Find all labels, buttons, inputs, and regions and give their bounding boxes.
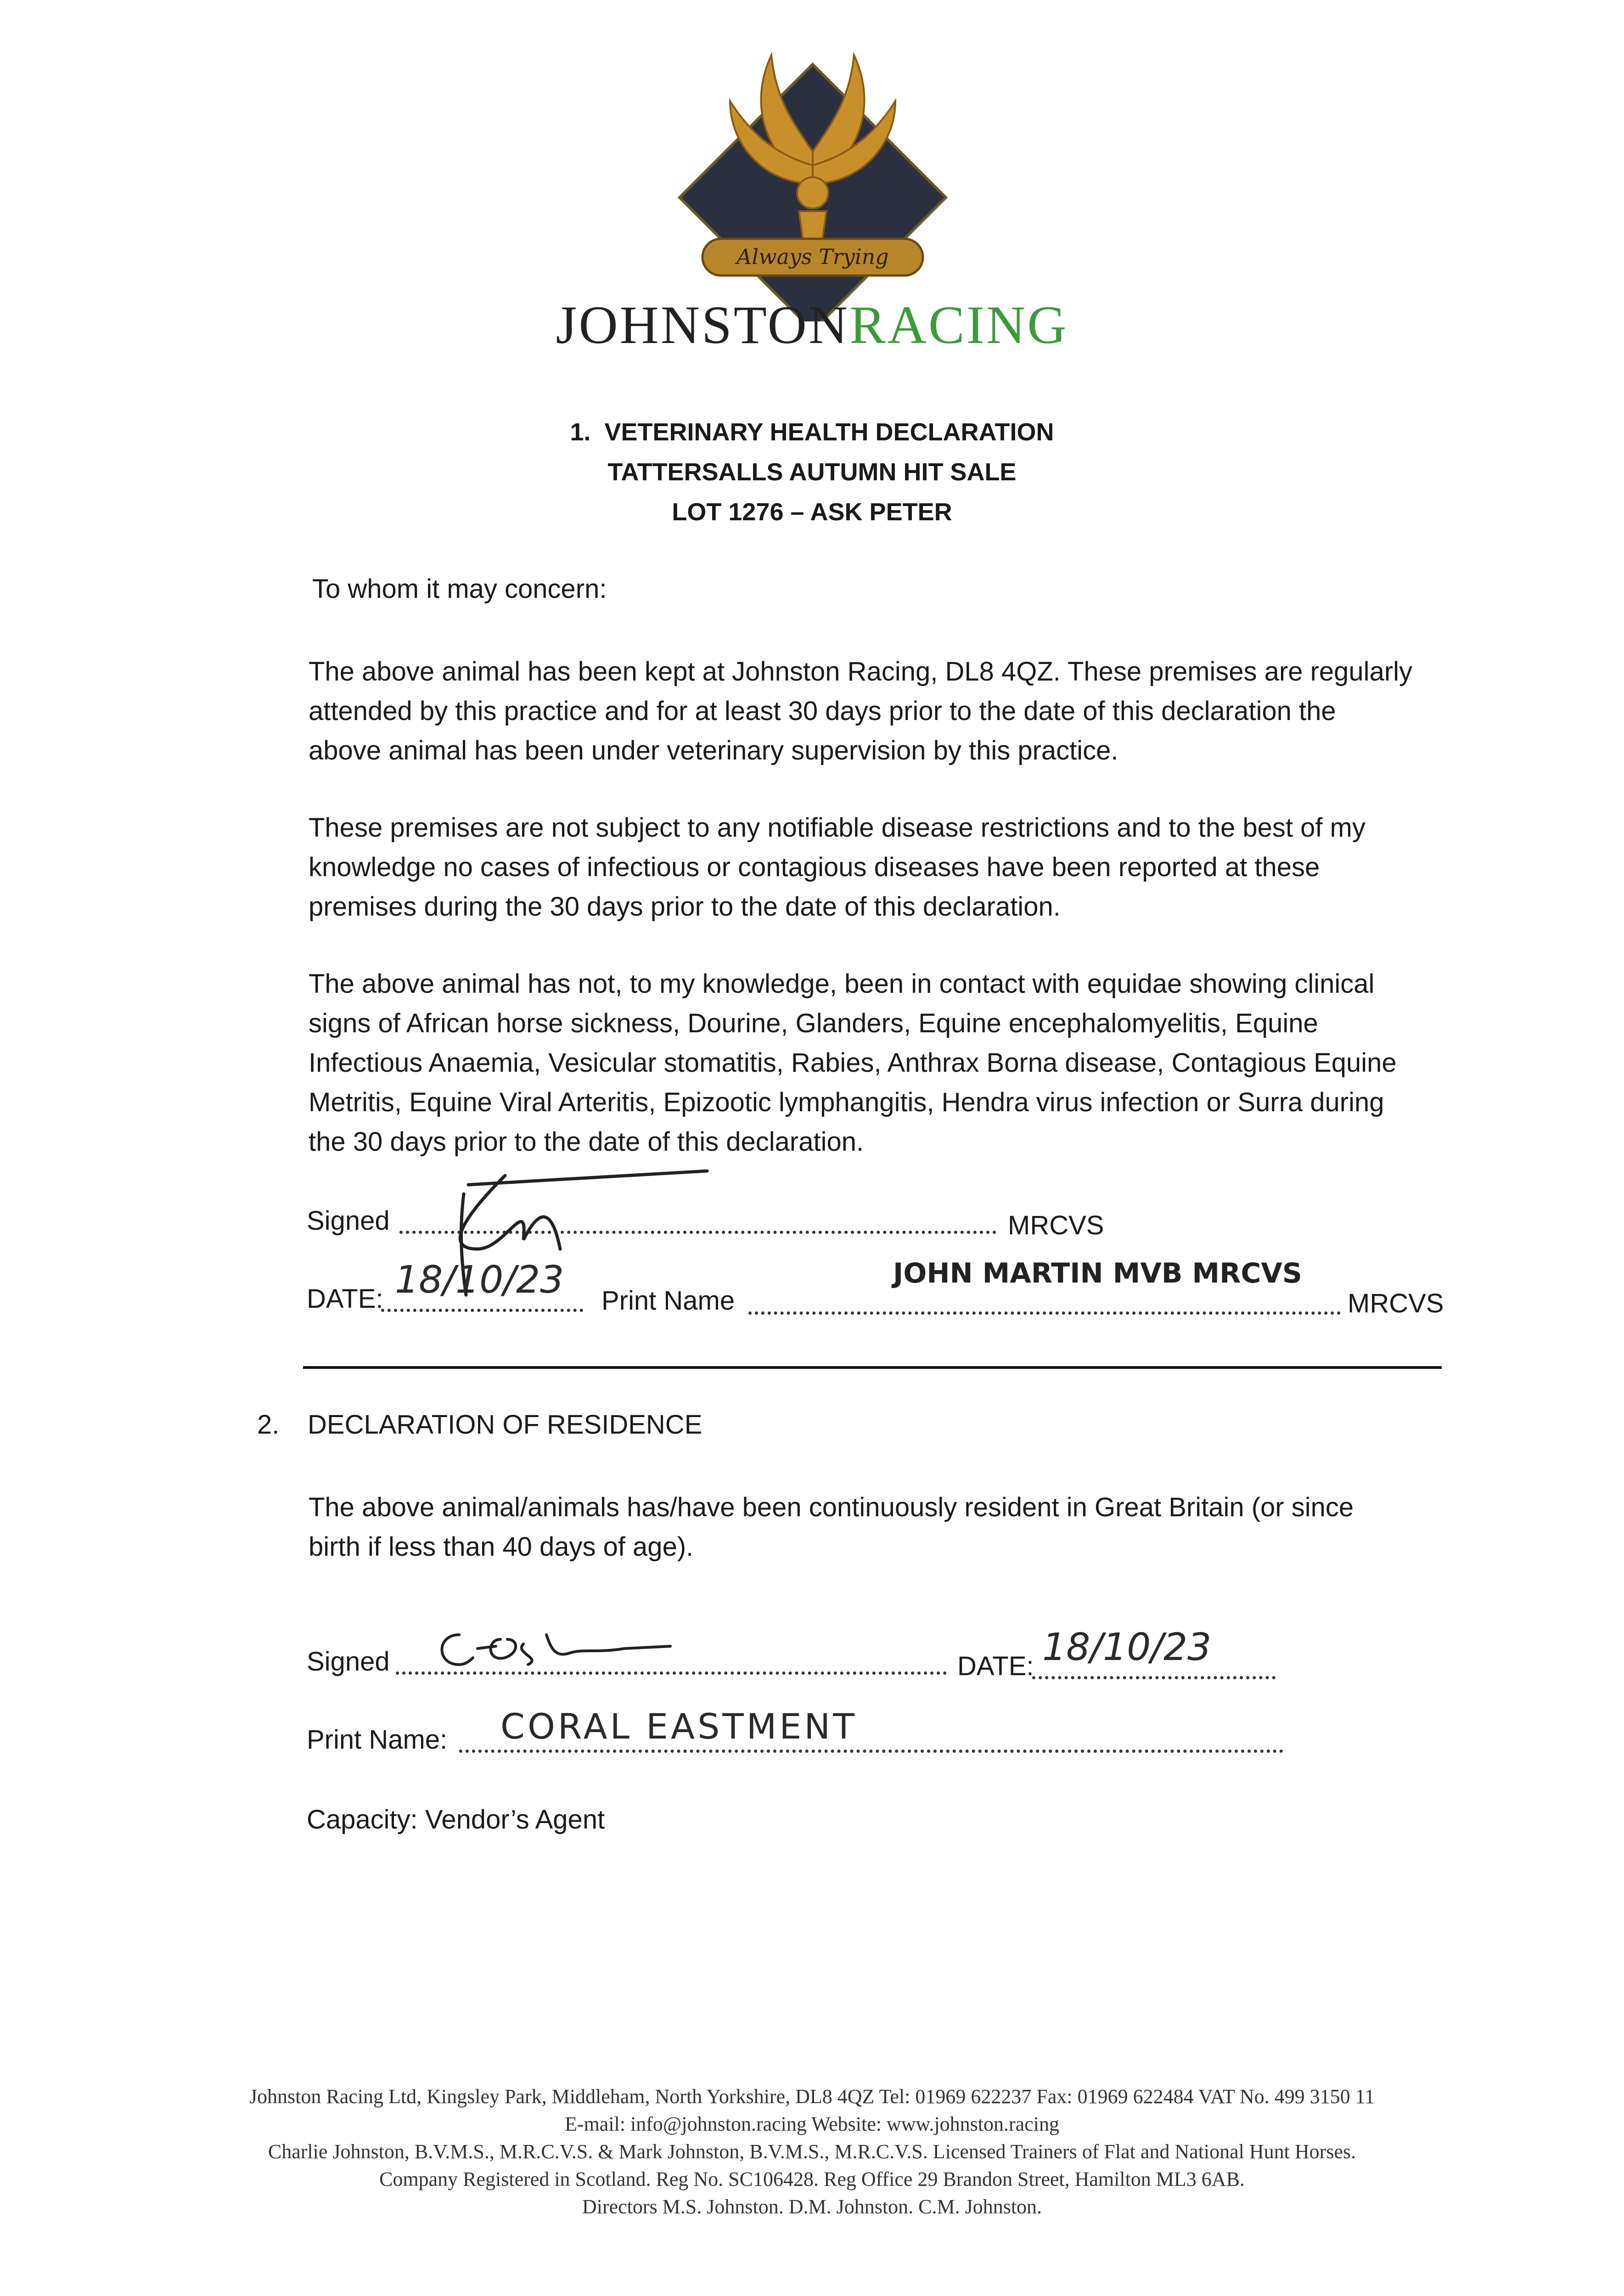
paragraph-line: The above animal/animals has/have been continuously resident in Great Britain (or since — [309, 1492, 1354, 1522]
paragraph-line: Infectious Anaemia, Vesicular stomatitis, Rabies, Anthrax Borna disease, Contagious Equine — [309, 1048, 1397, 1078]
agent-signed-label: Signed — [307, 1647, 390, 1677]
section-divider — [303, 1366, 1442, 1369]
paragraph-line: knowledge no cases of infectious or contagious diseases have been reported at these — [309, 852, 1320, 882]
vet-date-label: DATE: — [307, 1284, 383, 1314]
salutation: To whom it may concern: — [312, 574, 607, 604]
paragraph-line: The above animal has not, to my knowledge, been in contact with equidae showing clinical — [309, 969, 1375, 999]
footer-directors: Directors M.S. Johnston. D.M. Johnston. C.M. Johnston. — [582, 2195, 1042, 2218]
vet-date-value: 18/10/23 — [395, 1258, 564, 1302]
logo-motto: Always Trying — [736, 244, 889, 269]
paragraph-restrictions — [309, 808, 1456, 927]
vet-name-stamp: JOHN MARTIN MVB MRCVS — [893, 1257, 1303, 1289]
agent-print-name-value: CORAL EASTMENT — [500, 1706, 857, 1747]
agent-print-name-label: Print Name: — [307, 1725, 448, 1755]
brand-wordmark — [459, 294, 1165, 356]
paragraph-premises — [309, 652, 1456, 771]
agent-date-value: 18/10/23 — [1042, 1626, 1212, 1669]
vet-print-mrcvs: MRCVS — [1348, 1289, 1444, 1318]
paragraph-line: above animal has been under veterinary supervision by this practice. — [309, 736, 1118, 765]
agent-signature-icon — [432, 1621, 680, 1676]
footer-trainers: Charlie Johnston, B.V.M.S., M.R.C.V.S. & Mark Johnston, B.V.M.S., M.R.C.V.S. Licensed Trainers of Flat and National Hunt Horses. — [268, 2140, 1356, 2163]
vet-print-name-label: Print Name — [601, 1286, 735, 1316]
footer-address: Johnston Racing Ltd, Kingsley Park, Middleham, North Yorkshire, DL8 4QZ Tel: 01969 622237 Fax: 01969 622484 VAT No. 499 3150 11 — [249, 2085, 1375, 2108]
paragraph-diseases — [309, 964, 1456, 1162]
brand-name-johnston: JOHNSTON — [556, 295, 850, 355]
vet-signed-label: Signed — [307, 1206, 390, 1236]
section2-heading: DECLARATION OF RESIDENCE — [308, 1410, 702, 1440]
paragraph-residence — [309, 1488, 1456, 1567]
section1-title: VETERINARY HEALTH DECLARATION — [604, 418, 1054, 446]
agent-date-label: DATE: — [957, 1651, 1034, 1681]
paragraph-line: The above animal has been kept at Johnston Racing, DL8 4QZ. These premises are regularly — [309, 657, 1413, 687]
paragraph-line: premises during the 30 days prior to the date of this declaration. — [309, 892, 1061, 922]
paragraph-line: birth if less than 40 days of age). — [309, 1532, 694, 1562]
section1-heading — [459, 418, 1165, 446]
brand-name-racing: RACING — [849, 295, 1068, 355]
section2-number: 2. — [257, 1410, 280, 1440]
vet-signed-mrcvs: MRCVS — [1008, 1210, 1104, 1240]
vet-date-line — [381, 1309, 583, 1312]
agent-capacity: Capacity: Vendor’s Agent — [307, 1805, 605, 1835]
footer-contact: E-mail: info@johnston.racing Website: www.johnston.racing — [565, 2113, 1059, 2135]
paragraph-line: signs of African horse sickness, Dourine, Glanders, Equine encephalomyelitis, Equine — [309, 1008, 1318, 1038]
phoenix-logo-icon — [661, 46, 964, 321]
paragraph-line: attended by this practice and for at least 30 days prior to the date of this declaration the — [309, 696, 1336, 726]
paragraph-line: the 30 days prior to the date of this declaration. — [309, 1127, 864, 1157]
company-logo — [661, 46, 964, 321]
sale-title: TATTERSALLS AUTUMN HIT SALE — [607, 458, 1017, 486]
agent-print-name-line — [459, 1750, 1283, 1753]
vet-print-name-line — [748, 1311, 1341, 1315]
paragraph-line: These premises are not subject to any notifiable disease restrictions and to the best of my — [309, 813, 1366, 843]
footer-registration: Company Registered in Scotland. Reg No. SC106428. Reg Office 29 Brandon Street, Hamilton ML3 6AB. — [379, 2168, 1245, 2190]
lot-title: LOT 1276 – ASK PETER — [672, 498, 952, 526]
paragraph-line: Metritis, Equine Viral Arteritis, Epizootic lymphangitis, Hendra virus infection or Surra during — [309, 1087, 1384, 1117]
agent-date-line — [1032, 1676, 1276, 1679]
section1-number: 1. — [570, 418, 591, 446]
